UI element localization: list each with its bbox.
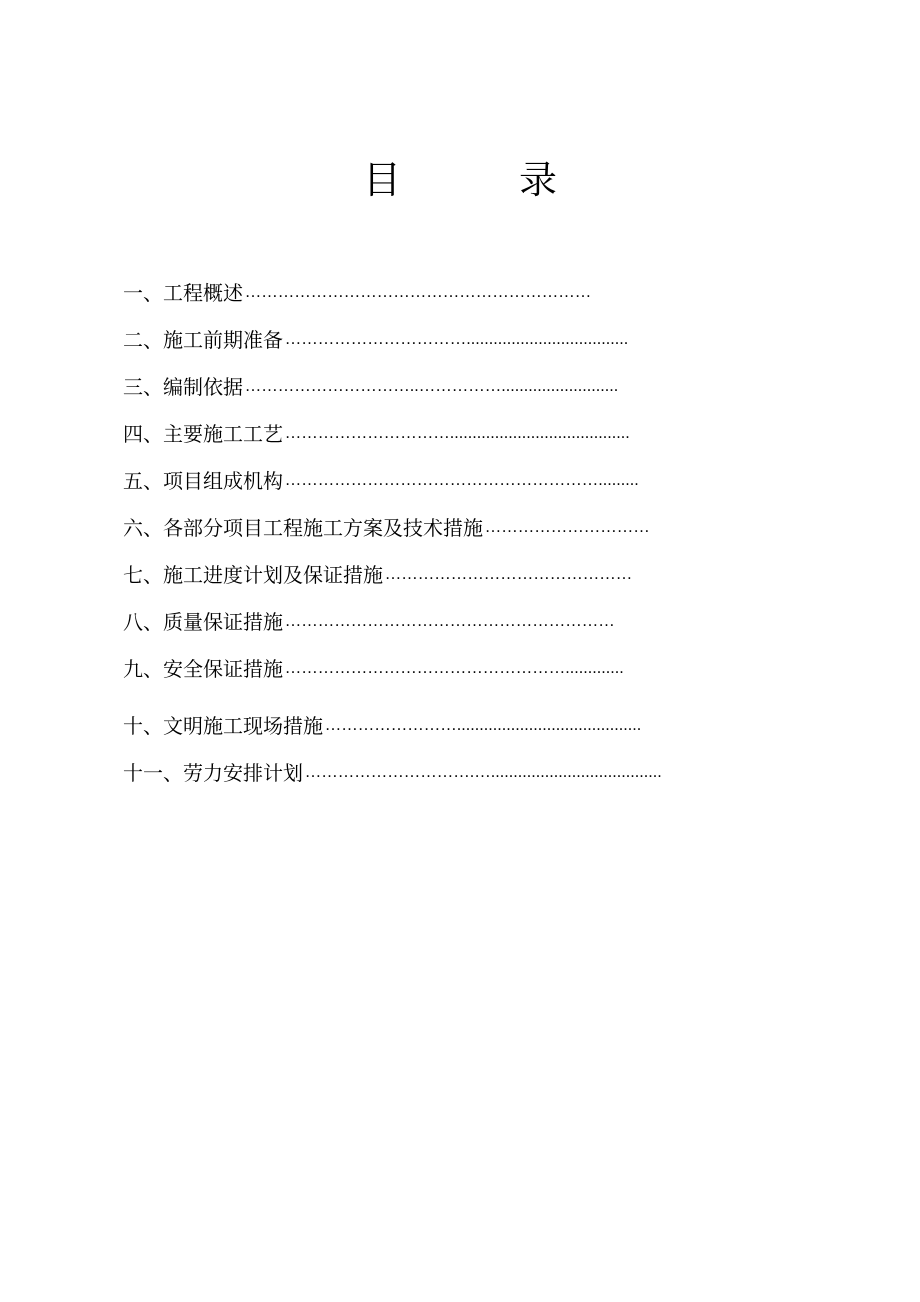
toc-item-4: [123, 403, 771, 450]
toc-item-6: [123, 497, 771, 544]
toc-item-11: [123, 742, 771, 789]
toc-leader-dots: ………………………………………: [385, 566, 633, 583]
toc-item-label: 十一、劳力安排计划: [123, 761, 303, 785]
toc-item-label: 六、各部分项目工程施工方案及技术措施: [123, 516, 483, 540]
toc-item-2: [123, 309, 771, 356]
toc-item-1: [123, 262, 771, 309]
toc-item-label: 十、文明施工现场措施: [123, 714, 323, 738]
toc-item-10: [123, 695, 771, 742]
toc-leader-dots: …………………….........................................: [325, 717, 642, 734]
toc-item-label: 五、项目组成机构: [123, 469, 283, 493]
toc-item-label: 九、安全保证措施: [123, 657, 283, 681]
toc-item-label: 八、质量保证措施: [123, 610, 283, 634]
toc-item-label: 四、主要施工工艺: [123, 422, 283, 446]
toc-item-label: 二、施工前期准备: [123, 328, 283, 352]
title-char-2: 录: [519, 158, 558, 202]
toc-item-8: [123, 591, 771, 638]
table-of-contents: [123, 262, 771, 789]
toc-item-label: 三、编制依据: [123, 375, 243, 399]
toc-leader-dots: ……………………………....................................: [285, 331, 629, 348]
toc-leader-dots: ……………………………………………………: [285, 613, 615, 630]
toc-item-label: 一、工程概述: [123, 281, 243, 305]
title-char-1: 目: [362, 158, 401, 202]
toc-leader-dots: …………………………..……………..........................: [245, 378, 619, 395]
toc-leader-dots: ………………………………………………….........: [285, 472, 639, 489]
toc-item-label: 七、施工进度计划及保证措施: [123, 563, 383, 587]
toc-leader-dots: ………………………………………………………: [245, 284, 592, 301]
toc-leader-dots: …………………………........................................: [285, 425, 630, 442]
toc-leader-dots: …………………………………………….............: [285, 660, 624, 677]
toc-leader-dots: …………………………: [485, 519, 650, 536]
toc-item-9: [123, 638, 771, 685]
toc-item-5: [123, 450, 771, 497]
toc-item-7: [123, 544, 771, 591]
toc-item-3: [123, 356, 771, 403]
page-title: [0, 156, 920, 204]
toc-leader-dots: ………………………….…......................................: [305, 764, 662, 781]
